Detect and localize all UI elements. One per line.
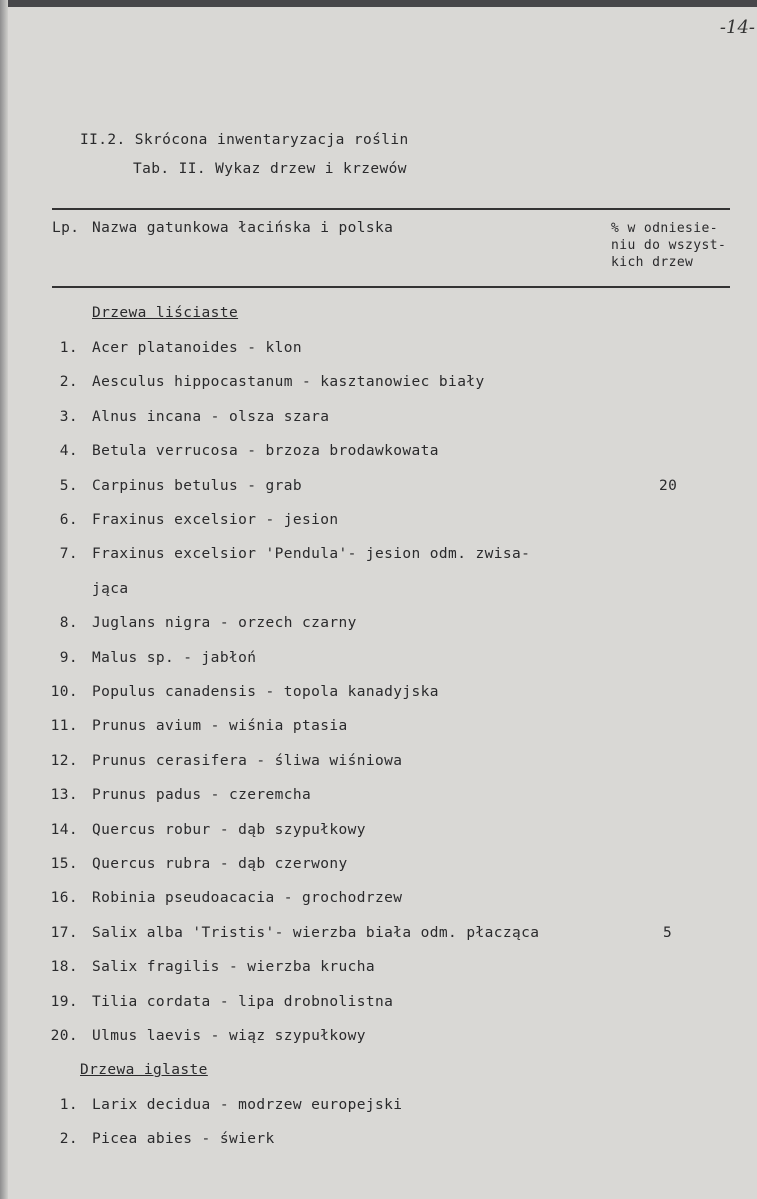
- row-number: 8.: [59, 615, 78, 631]
- column-header-percent: % w odniesie- niu do wszyst- kich drzew: [611, 221, 727, 270]
- table-row: [0, 512, 757, 532]
- species-name: Larix decidua - modrzew europejski: [92, 1097, 403, 1113]
- table-row: [0, 994, 757, 1014]
- row-number: 5.: [59, 478, 78, 494]
- row-number: 14.: [50, 822, 78, 838]
- species-name: Quercus rubra - dąb czerwony: [92, 856, 348, 872]
- column-header-lp: Lp.: [52, 220, 80, 236]
- row-number: 6.: [59, 512, 78, 528]
- group-title: Drzewa iglaste: [80, 1062, 208, 1078]
- group-title: Drzewa liściaste: [92, 305, 239, 321]
- table-row: [0, 1131, 757, 1151]
- row-number: 17.: [50, 925, 78, 941]
- species-name: Prunus cerasifera - śliwa wiśniowa: [92, 753, 403, 769]
- species-name: Ulmus laevis - wiąz szypułkowy: [92, 1028, 366, 1044]
- table-row: [0, 890, 757, 910]
- page-number: -14-: [719, 17, 755, 38]
- row-number: 9.: [59, 650, 78, 666]
- species-name: Prunus padus - czeremcha: [92, 787, 312, 803]
- table-row: [0, 650, 757, 670]
- species-name: Aesculus hippocastanum - kasztanowiec biały: [92, 374, 485, 390]
- table-row: [0, 959, 757, 979]
- table-row: [0, 581, 757, 601]
- column-header-name: Nazwa gatunkowa łacińska i polska: [92, 220, 394, 236]
- row-number: 7.: [59, 546, 78, 562]
- species-name: Carpinus betulus - grab: [92, 478, 302, 494]
- species-name: Acer platanoides - klon: [92, 340, 302, 356]
- table-row: [0, 1028, 757, 1048]
- row-number: 18.: [50, 959, 78, 975]
- species-name: Fraxinus excelsior - jesion: [92, 512, 339, 528]
- species-name: Quercus robur - dąb szypułkowy: [92, 822, 366, 838]
- table-row: [0, 856, 757, 876]
- percent-value: 20: [659, 478, 678, 494]
- species-name: Betula verrucosa - brzoza brodawkowata: [92, 443, 439, 459]
- row-number: 13.: [50, 787, 78, 803]
- row-number: 1.: [59, 340, 78, 356]
- row-number: 19.: [50, 994, 78, 1010]
- row-number: 20.: [50, 1028, 78, 1044]
- species-name: Juglans nigra - orzech czarny: [92, 615, 357, 631]
- percent-value: 5: [663, 925, 673, 941]
- species-name: Picea abies - świerk: [92, 1131, 275, 1147]
- table-title: Tab. II. Wykaz drzew i krzewów: [133, 161, 407, 177]
- header-bottom-rule: [52, 286, 730, 288]
- species-name: Populus canadensis - topola kanadyjska: [92, 684, 439, 700]
- section-title: II.2. Skrócona inwentaryzacja roślin: [80, 132, 409, 148]
- row-number: 11.: [50, 718, 78, 734]
- row-number: 10.: [50, 684, 78, 700]
- table-row: [0, 374, 757, 394]
- table-row: [0, 443, 757, 463]
- species-name: Malus sp. - jabłoń: [92, 650, 257, 666]
- row-number: 1.: [59, 1097, 78, 1113]
- table-row: [0, 546, 757, 566]
- scan-top-edge: [0, 0, 757, 7]
- species-name: Alnus incana - olsza szara: [92, 409, 330, 425]
- row-number: 12.: [50, 753, 78, 769]
- table-row: [0, 478, 757, 498]
- table-row: [0, 684, 757, 704]
- table-row: [0, 822, 757, 842]
- table-row: [0, 787, 757, 807]
- species-name: Robinia pseudoacacia - grochodrzew: [92, 890, 403, 906]
- row-number: 4.: [59, 443, 78, 459]
- species-name: Salix fragilis - wierzba krucha: [92, 959, 376, 975]
- table-row: [0, 753, 757, 773]
- table-row: [0, 409, 757, 429]
- table-row: [0, 718, 757, 738]
- row-number: 15.: [50, 856, 78, 872]
- row-number: 16.: [50, 890, 78, 906]
- table-top-rule: [52, 208, 730, 210]
- table-row: [0, 615, 757, 635]
- table-row: [0, 340, 757, 360]
- species-name: Tilia cordata - lipa drobnolistna: [92, 994, 394, 1010]
- table-row: [0, 1097, 757, 1117]
- row-number: 3.: [59, 409, 78, 425]
- species-name: Salix alba 'Tristis'- wierzba biała odm. płacząca: [92, 925, 540, 941]
- row-number: 2.: [59, 374, 78, 390]
- row-number: 2.: [59, 1131, 78, 1147]
- species-name: jąca: [92, 581, 129, 597]
- table-row: [0, 925, 757, 945]
- species-name: Fraxinus excelsior 'Pendula'- jesion odm. zwisa-: [92, 546, 531, 562]
- species-name: Prunus avium - wiśnia ptasia: [92, 718, 348, 734]
